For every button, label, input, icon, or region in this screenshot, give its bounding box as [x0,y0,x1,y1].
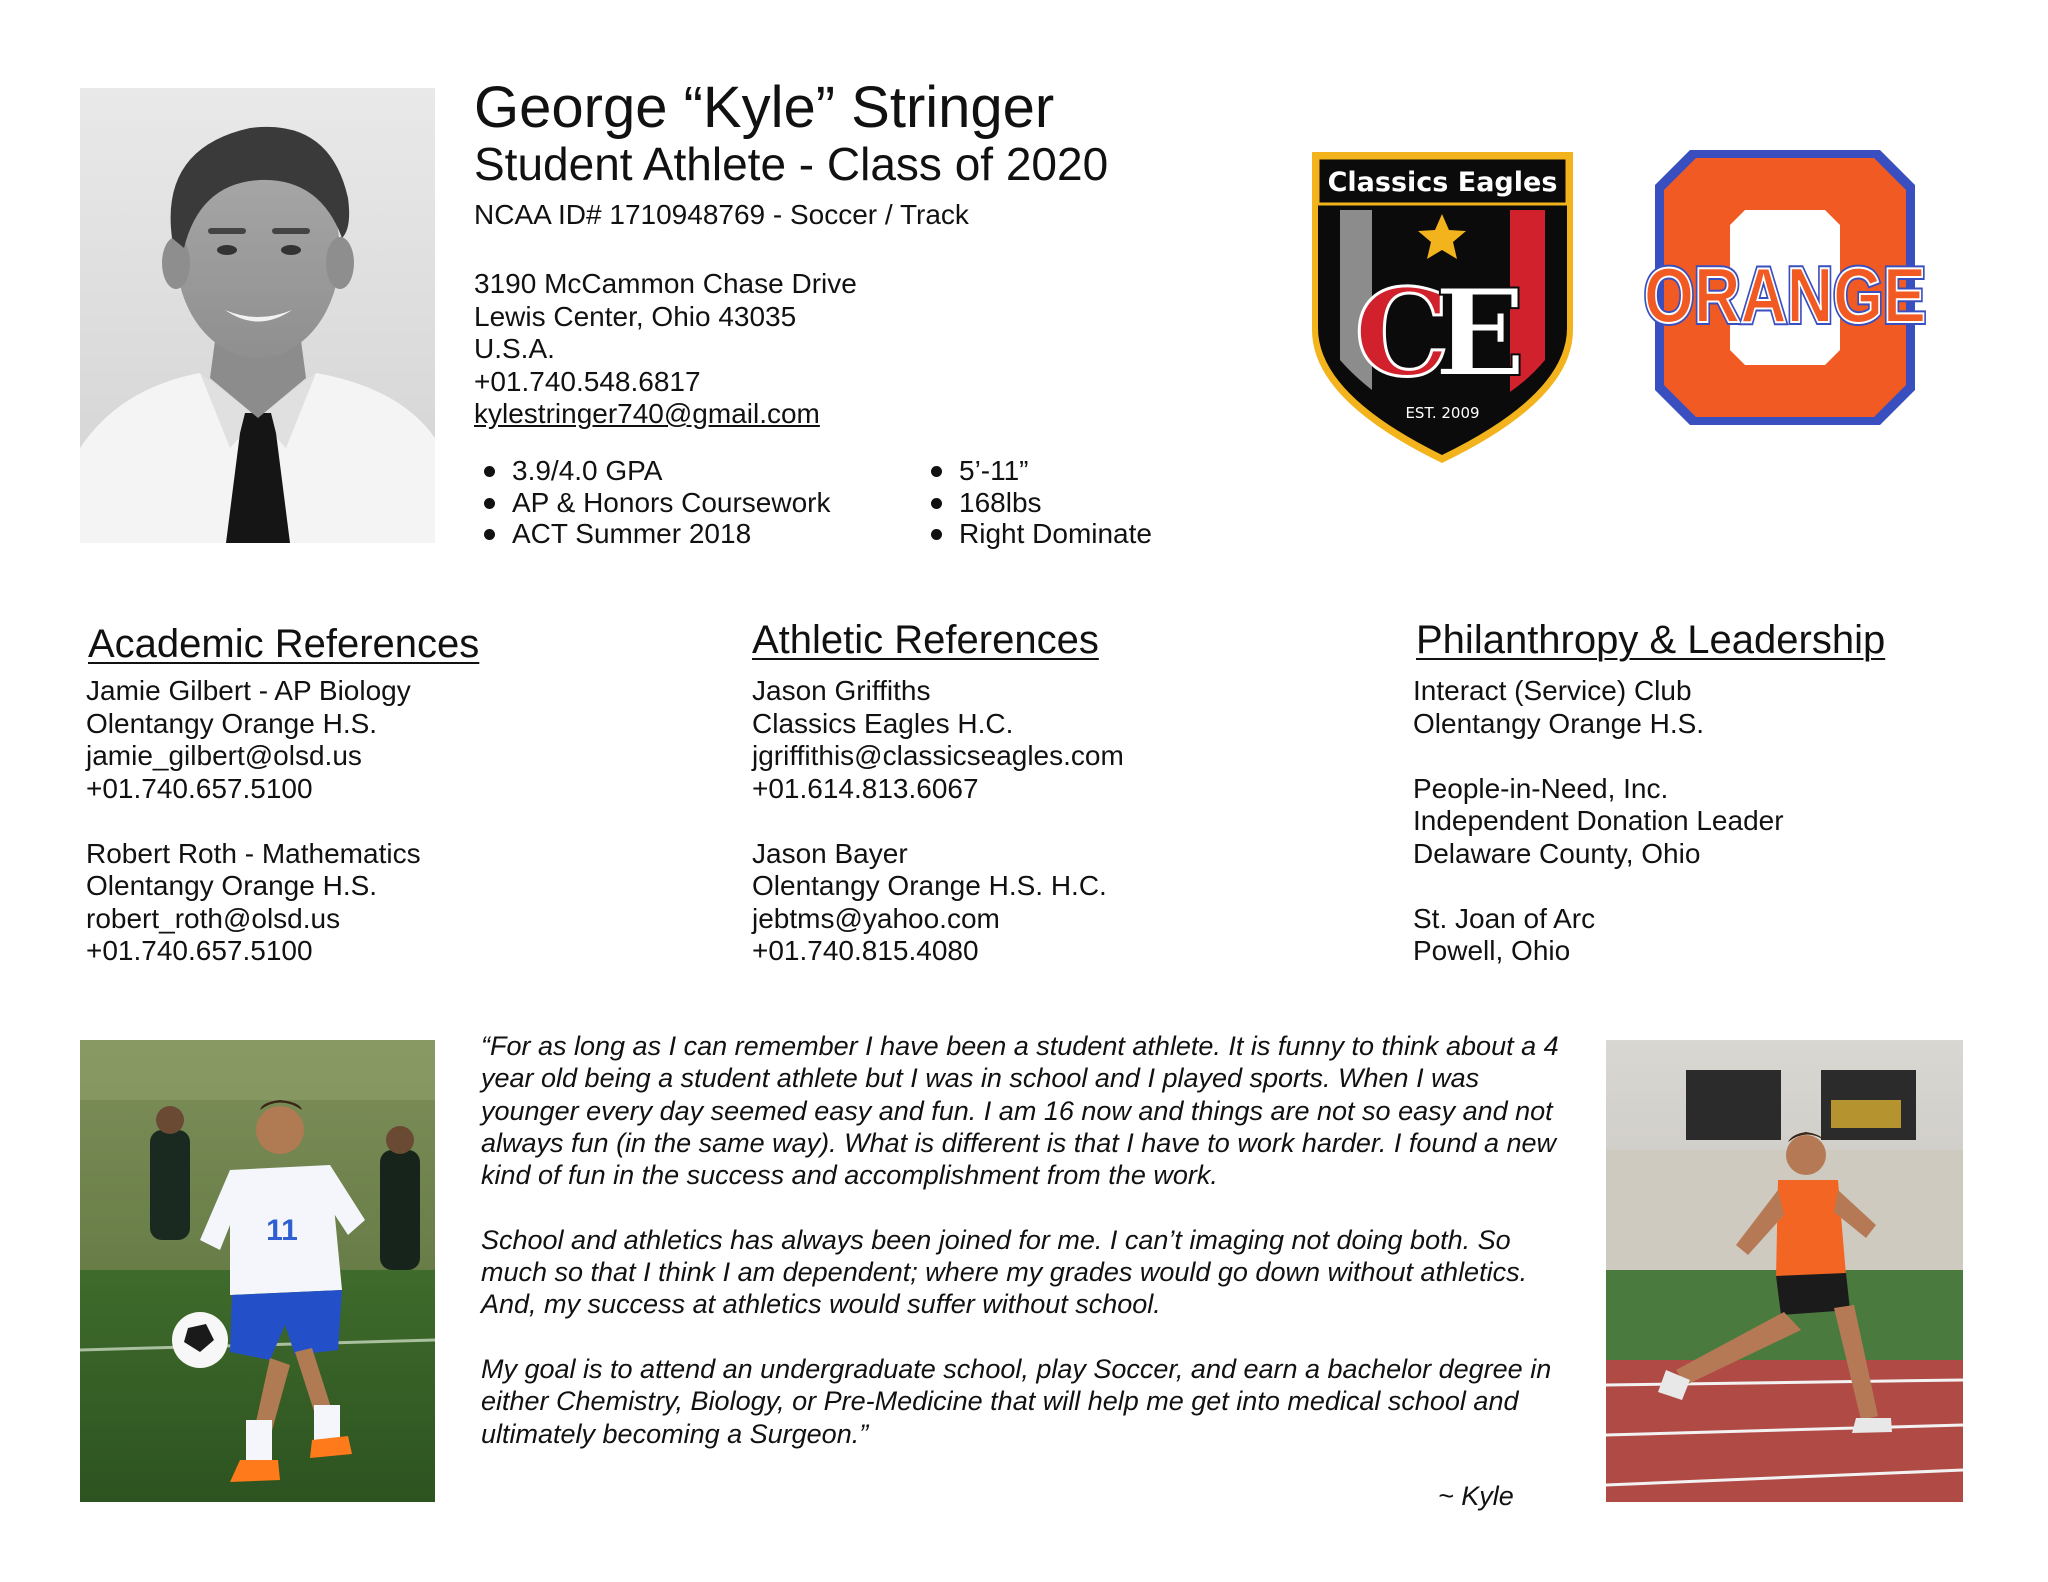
athlete-subtitle: Student Athlete - Class of 2020 [474,138,1109,190]
eagles-est-text: EST. 2009 [1405,404,1480,422]
orange-logo-word: ORANGE [1644,251,1926,339]
reference-phone: +01.740.657.5100 [86,772,313,804]
stat-item: 5’-11” [925,455,1152,487]
academic-references-list [86,675,421,968]
philanthropy-line: Powell, Ohio [1413,935,1571,966]
stat-item: Right Dominate [925,518,1152,550]
stats-list-right [925,455,1152,550]
contact-phone: +01.740.548.6817 [474,365,701,397]
academic-references-title: Academic References [88,622,480,666]
philanthropy-line: Olentangy Orange H.S. [1413,707,1705,739]
statement-paragraph: “For as long as I can remember I have been a student athlete. It is funny to think about a 4 year old being a student athlete but I was in school and I played sports. When I was younger every day seemed easy and fun. I am 16 now and things are not so easy and not always fun (in the same way). What is different is that I have to work harder. I found a new kind of fun in the success and accomplishment from the work. [481,1031,1559,1191]
track-illustration [1606,1040,1963,1502]
philanthropy-line: Independent Donation Leader [1413,805,1784,836]
stat-item: 168lbs [925,487,1152,519]
statement-signature: ~ Kyle [1438,1481,1514,1511]
address-country: U.S.A. [474,333,555,364]
eagles-letter-e: E [1434,263,1526,404]
statement-paragraph: School and athletics has always been joined for me. I can’t imaging not doing both. So much so that I think I am dependent; where my grades would go down without athletics. And, my success at athletics would suffer without school. [481,1224,1528,1320]
philanthropy-list [1413,675,1784,968]
athletic-references-list [752,675,1124,968]
statement-paragraph: My goal is to attend an undergraduate school, play Soccer, and earn a bachelor degree in either Chemistry, Biology, or Pre-Medicine that will help me get into medical school and ultimately becoming a Surgeon.” [481,1353,1552,1449]
orange-logo-word-highlight: ORANGE [1644,251,1926,339]
reference-email: robert_roth@olsd.us [86,902,341,934]
reference-phone: +01.614.813.6067 [752,772,979,804]
soccer-illustration [80,1040,435,1502]
reference-org: Classics Eagles H.C. [752,707,1014,739]
philanthropy-line: St. Joan of Arc [1413,902,1596,934]
reference-org: Olentangy Orange H.S. [86,707,378,739]
philanthropy-leadership-title: Philanthropy & Leadership [1416,618,1886,662]
reference-email: jebtms@yahoo.com [752,902,1000,934]
orange-o-logo [1640,140,1930,430]
contact-email-link[interactable]: kylestringer740@gmail.com [474,398,820,429]
personal-statement [481,1030,1581,1450]
portrait-photo [80,88,435,543]
athletic-references-title: Athletic References [752,618,1099,662]
contact-block [474,268,857,431]
stat-item: AP & Honors Coursework [478,487,831,519]
reference-name: Jason Griffiths [752,675,931,706]
portrait-illustration [80,88,435,543]
reference-name: Jason Bayer [752,837,908,869]
reference-phone: +01.740.657.5100 [86,935,313,966]
address-street: 3190 McCammon Chase Drive [474,268,857,299]
athlete-name: George “Kyle” Stringer [474,75,1055,140]
reference-name: Jamie Gilbert - AP Biology [86,675,411,706]
philanthropy-line: Delaware County, Ohio [1413,837,1701,869]
ncaa-id: NCAA ID# 1710948769 - Soccer / Track [474,199,969,230]
classics-eagles-logo [1310,150,1575,465]
soccer-action-photo [80,1040,435,1502]
address-city: Lewis Center, Ohio 43035 [474,300,797,332]
stats-list-left [478,455,831,550]
eagles-letter-c: C [1354,263,1450,404]
jersey-number: 11 [266,1214,298,1247]
philanthropy-line: Interact (Service) Club [1413,675,1692,706]
reference-email: jgriffithis@classicseagles.com [752,740,1124,771]
philanthropy-line: People-in-Need, Inc. [1413,772,1669,804]
reference-org: Olentangy Orange H.S. H.C. [752,870,1107,901]
reference-phone: +01.740.815.4080 [752,935,979,966]
stat-item: 3.9/4.0 GPA [478,455,831,487]
reference-name: Robert Roth - Mathematics [86,837,421,869]
track-action-photo [1606,1040,1963,1502]
eagles-banner-text: Classics Eagles [1327,167,1558,198]
stat-item: ACT Summer 2018 [478,518,831,550]
reference-email: jamie_gilbert@olsd.us [86,740,362,771]
reference-org: Olentangy Orange H.S. [86,870,378,901]
